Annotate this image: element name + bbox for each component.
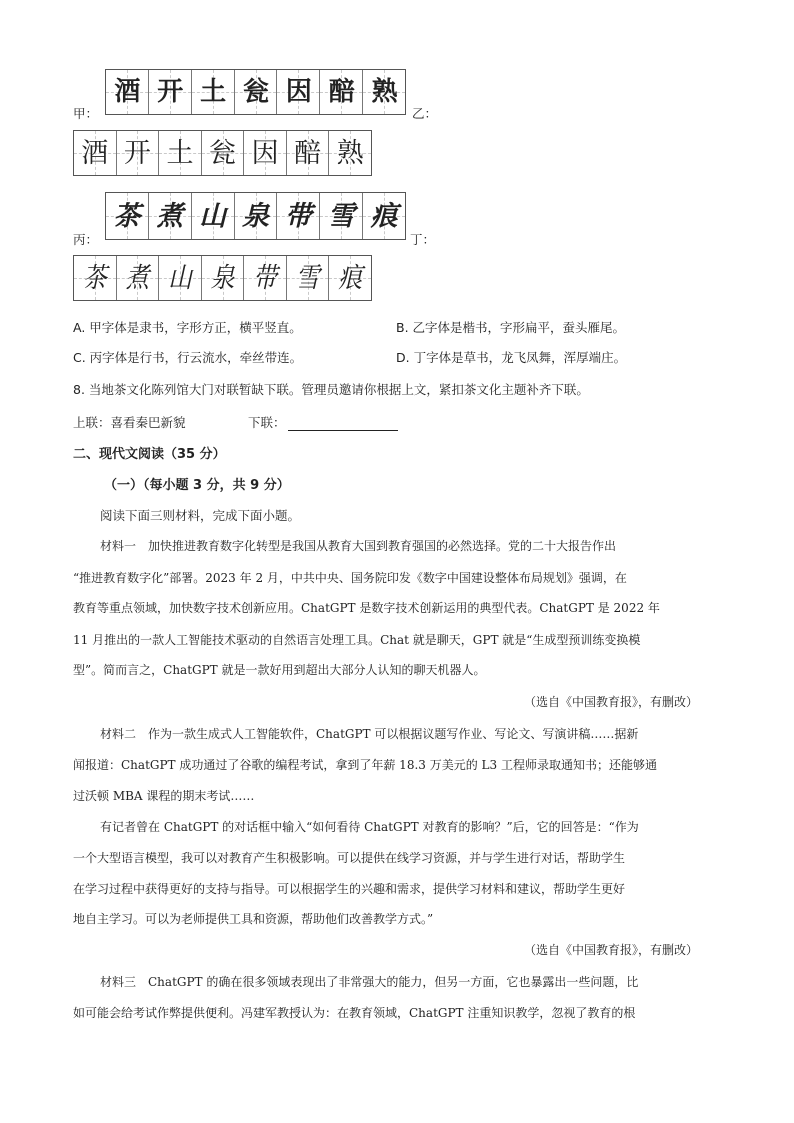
calligraphy-cell	[116, 256, 159, 300]
calligraphy-strip-bing	[105, 192, 406, 240]
calligraphy-cell	[201, 256, 244, 300]
calligraphy-cell	[234, 70, 277, 114]
calligraphy-glyph: 开	[123, 137, 151, 169]
calligraphy-cell	[286, 256, 329, 300]
calligraphy-glyph: 痕	[370, 200, 398, 232]
calligraphy-glyph: 因	[285, 77, 311, 107]
calligraphy-cell	[234, 193, 277, 239]
calligraphy-cell	[362, 193, 405, 239]
calligraphy-cell	[276, 193, 319, 239]
label-ding: 丁：	[410, 232, 436, 247]
couplet-lower	[248, 413, 398, 431]
calligraphy-cell	[148, 193, 191, 239]
calligraphy-glyph: 带	[284, 200, 312, 232]
calligraphy-cell	[328, 131, 371, 175]
material-line: 教育等重点领域，加快数字技术创新应用。ChatGPT 是数字技术创新运用的典型代表。ChatGPT 是 2022 年	[73, 601, 660, 615]
calligraphy-cell	[191, 70, 234, 114]
calligraphy-glyph: 瓮	[243, 77, 269, 107]
calligraphy-cell	[74, 256, 116, 300]
calligraphy-glyph: 痕	[338, 261, 363, 295]
option-d: D. 丁字体是草书，龙飞凤舞，浑厚端庄。	[396, 350, 627, 365]
couplet-upper: 上联：喜看秦巴新貌	[73, 415, 186, 430]
source-note-2: （选自《中国教育报》，有删改）	[524, 943, 699, 957]
option-c: C. 丙字体是行书，行云流水，牵丝带连。	[73, 350, 303, 365]
calligraphy-glyph: 酒	[81, 137, 109, 169]
calligraphy-cell	[328, 256, 371, 300]
calligraphy-cell	[319, 70, 362, 114]
material-line: 11 月推出的一款人工智能技术驱动的自然语言处理工具。Chat 就是聊天，GPT 就是“生成型预训练变换模	[73, 633, 641, 647]
calligraphy-glyph: 雪	[295, 261, 320, 295]
calligraphy-cell	[106, 193, 148, 239]
source-note-1: （选自《中国教育报》，有删改）	[524, 695, 699, 709]
subsection-title: （一）（每小题 3 分，共 9 分）	[104, 478, 290, 493]
material-line: 型”。简而言之，ChatGPT 就是一款好用到超出大部分人认知的聊天机器人。	[73, 663, 486, 677]
material-line: 有记者曾在 ChatGPT 的对话框中输入“如何看待 ChatGPT 对教育的影响？”后，它的回答是：“作为	[100, 820, 639, 834]
calligraphy-glyph: 煮	[156, 200, 184, 232]
calligraphy-cell	[276, 70, 319, 114]
calligraphy-glyph: 山	[199, 200, 227, 232]
calligraphy-glyph: 煮	[125, 261, 150, 295]
material-line: 如可能会给考试作弊提供便利。冯建军教授认为：在教育领域，ChatGPT 注重知识教学，忽视了教育的根	[73, 1006, 636, 1020]
calligraphy-glyph: 熟	[371, 77, 397, 107]
couplet-answer-blank[interactable]	[288, 418, 398, 431]
calligraphy-cell	[74, 131, 116, 175]
calligraphy-glyph: 熟	[336, 137, 364, 169]
material-line: 材料二 作为一款生成式人工智能软件，ChatGPT 可以根据议题写作业、写论文、写演讲稿……据新	[100, 727, 639, 741]
calligraphy-cell	[148, 70, 191, 114]
calligraphy-cell	[191, 193, 234, 239]
label-jia: 甲：	[73, 106, 99, 121]
material-line: 一个大型语言模型，我可以对教育产生积极影响。可以提供在线学习资源，并与学生进行对话，帮助学生	[73, 851, 626, 865]
material-line: 地自主学习。可以为老师提供工具和资源，帮助他们改善教学方式。”	[73, 912, 434, 926]
calligraphy-strip-ding	[73, 255, 372, 301]
calligraphy-glyph: 茶	[113, 200, 141, 232]
calligraphy-cell	[116, 131, 159, 175]
label-yi: 乙：	[412, 106, 438, 121]
calligraphy-glyph: 醅	[294, 137, 322, 169]
calligraphy-glyph: 醅	[328, 77, 354, 107]
calligraphy-glyph: 带	[253, 261, 278, 295]
calligraphy-glyph: 酒	[114, 77, 140, 107]
calligraphy-cell	[158, 131, 201, 175]
option-b: B. 乙字体是楷书，字形扁平，蚕头雁尾。	[396, 320, 626, 335]
calligraphy-strip-yi	[73, 130, 372, 176]
calligraphy-cell	[158, 256, 201, 300]
calligraphy-glyph: 雪	[327, 200, 355, 232]
calligraphy-cell	[201, 131, 244, 175]
calligraphy-glyph: 因	[251, 137, 279, 169]
calligraphy-glyph: 土	[200, 77, 226, 107]
calligraphy-cell	[362, 70, 405, 114]
calligraphy-cell	[286, 131, 329, 175]
material-line: 在学习过程中获得更好的支持与指导。可以根据学生的兴趣和需求，提供学习材料和建议，帮助学生更好	[73, 882, 626, 896]
material-line: 过沃顿 MBA 课程的期末考试……	[73, 789, 255, 803]
label-bing: 丙：	[73, 232, 99, 247]
calligraphy-glyph: 开	[157, 77, 183, 107]
calligraphy-cell	[106, 70, 148, 114]
calligraphy-glyph: 土	[166, 137, 194, 169]
section-title: 二、现代文阅读（35 分）	[73, 447, 226, 462]
material-line: 闻报道：ChatGPT 成功通过了谷歌的编程考试，拿到了年薪 18.3 万美元的 L3 工程师录取通知书；还能够通	[73, 758, 657, 772]
calligraphy-cell	[319, 193, 362, 239]
material-line: “推进教育数字化”部署。2023 年 2 月，中共中央、国务院印发《数字中国建设整体布局规划》强调，在	[73, 571, 627, 585]
couplet-lower-label: 下联：	[248, 415, 286, 430]
calligraphy-cell	[243, 256, 286, 300]
calligraphy-glyph: 泉	[242, 200, 269, 232]
material-line: 材料一 加快推进教育数字化转型是我国从教育大国到教育强国的必然选择。党的二十大报告作出	[100, 539, 617, 553]
calligraphy-strip-jia	[105, 69, 406, 115]
calligraphy-glyph: 山	[167, 261, 192, 295]
question-8-text: 8. 当地茶文化陈列馆大门对联暂缺下联。管理员邀请你根据上文，紧扣茶文化主题补齐下联。	[73, 382, 589, 397]
option-a: A. 甲字体是隶书，字形方正，横平竖直。	[73, 320, 302, 335]
material-line: 材料三 ChatGPT 的确在很多领域表现出了非常强大的能力，但另一方面，它也暴露出一些问题，比	[100, 975, 639, 989]
calligraphy-glyph: 瓮	[209, 137, 237, 169]
calligraphy-cell	[243, 131, 286, 175]
calligraphy-glyph: 泉	[210, 261, 235, 295]
calligraphy-glyph: 茶	[82, 261, 107, 295]
instruction: 阅读下面三则材料，完成下面小题。	[100, 508, 301, 523]
